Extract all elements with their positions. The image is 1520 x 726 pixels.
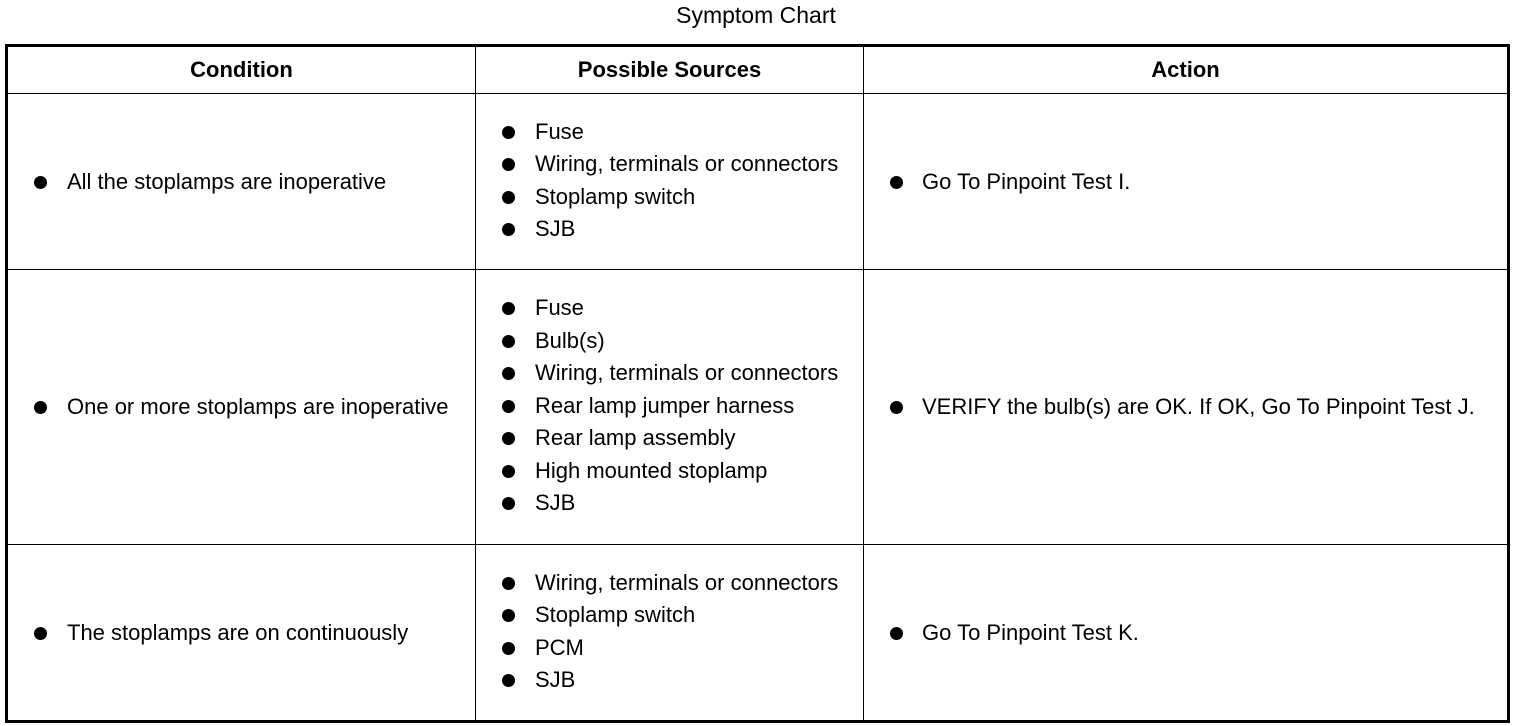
list-item: [502, 633, 863, 663]
list-item: [502, 117, 863, 147]
condition-cell: [7, 94, 476, 270]
list-item: [502, 326, 863, 356]
table-row: [7, 94, 1509, 270]
list-item: [502, 456, 863, 486]
header-condition: Condition: [7, 46, 476, 94]
source-text: PCM: [535, 634, 584, 660]
source-text: Wiring, terminals or connectors: [535, 569, 839, 595]
bullet-icon: [502, 191, 515, 204]
symptom-chart-table: [5, 44, 1510, 723]
list-item: [502, 665, 863, 695]
list-item: [502, 600, 863, 630]
list-item: [34, 392, 475, 422]
list-item: [502, 423, 863, 453]
action-text: Go To Pinpoint Test I.: [922, 168, 1131, 194]
table-row: [7, 545, 1509, 722]
list-item: [502, 214, 863, 244]
source-text: Rear lamp jumper harness: [535, 392, 795, 418]
bullet-icon: [890, 627, 903, 640]
bullet-icon: [502, 432, 515, 445]
list-item: [890, 392, 1487, 422]
sources-cell: [476, 545, 864, 722]
source-text: Rear lamp assembly: [535, 425, 736, 451]
bullet-icon: [502, 577, 515, 590]
bullet-icon: [502, 497, 515, 510]
bullet-icon: [502, 158, 515, 171]
list-item: [34, 167, 475, 197]
bullet-icon: [34, 627, 47, 640]
bullet-icon: [502, 335, 515, 348]
list-item: [502, 488, 863, 518]
bullet-icon: [502, 465, 515, 478]
bullet-icon: [34, 176, 47, 189]
list-item: [502, 182, 863, 212]
header-row: [7, 46, 1509, 94]
condition-cell: [7, 545, 476, 722]
table-row: [7, 270, 1509, 545]
bullet-icon: [34, 401, 47, 414]
chart-title: Symptom Chart: [676, 2, 836, 28]
bullet-icon: [890, 401, 903, 414]
condition-cell: [7, 270, 476, 545]
bullet-icon: [502, 367, 515, 380]
source-text: Wiring, terminals or connectors: [535, 360, 839, 386]
list-item: [890, 167, 1487, 197]
header-possible-sources: Possible Sources: [476, 46, 864, 94]
bullet-icon: [890, 176, 903, 189]
source-text: Stoplamp switch: [535, 602, 696, 627]
list-item: [34, 618, 475, 648]
list-item: [502, 391, 863, 421]
list-item: [502, 568, 863, 598]
header-action: Action: [864, 46, 1509, 94]
bullet-icon: [502, 126, 515, 139]
sources-cell: [476, 94, 864, 270]
condition-text: All the stoplamps are inoperative: [67, 168, 387, 194]
source-text: SJB: [535, 216, 576, 241]
list-item: [502, 149, 863, 179]
action-cell: [864, 545, 1509, 722]
action-cell: [864, 270, 1509, 545]
source-text: High mounted stoplamp: [535, 457, 768, 483]
bullet-icon: [502, 674, 515, 687]
bullet-icon: [502, 609, 515, 622]
action-text: VERIFY the bulb(s) are OK. If OK, Go To Pinpoint Test J.: [922, 394, 1475, 419]
list-item: [502, 358, 863, 388]
source-text: Fuse: [535, 118, 584, 144]
condition-text: One or more stoplamps are inoperative: [67, 394, 449, 419]
list-item: [890, 618, 1487, 648]
list-item: [502, 293, 863, 323]
source-text: Bulb(s): [535, 327, 605, 353]
source-text: Wiring, terminals or connectors: [535, 151, 839, 176]
bullet-icon: [502, 400, 515, 413]
action-cell: [864, 94, 1509, 270]
bullet-icon: [502, 302, 515, 315]
sources-cell: [476, 270, 864, 545]
action-text: Go To Pinpoint Test K.: [922, 619, 1139, 645]
source-text: Fuse: [535, 295, 584, 321]
condition-text: The stoplamps are on continuously: [67, 619, 409, 645]
source-text: SJB: [535, 667, 576, 692]
source-text: Stoplamp switch: [535, 183, 696, 209]
bullet-icon: [502, 642, 515, 655]
source-text: SJB: [535, 490, 576, 516]
bullet-icon: [502, 223, 515, 236]
